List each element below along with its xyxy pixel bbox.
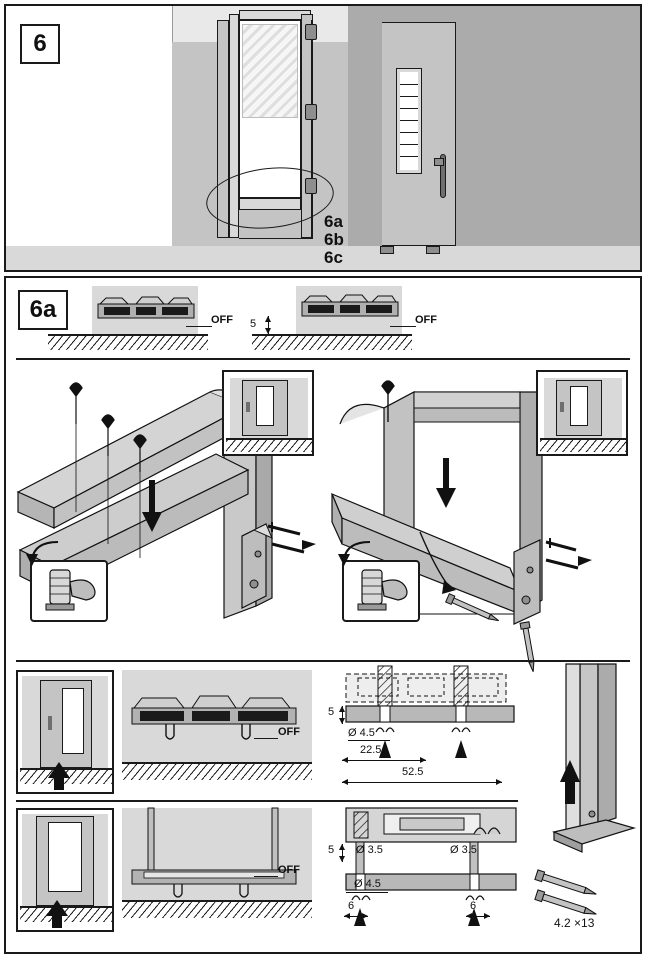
b2-dia-bottom-leader	[346, 892, 388, 893]
bottom1-elevation	[16, 670, 114, 794]
top-right-floor-hatch	[252, 334, 412, 350]
bottom2-floor-hatch	[122, 900, 312, 918]
mid-right-tool-arrow	[336, 540, 376, 566]
b2-edge-left-arrow-r	[362, 913, 368, 919]
b1-dim-5-arrow-u	[339, 706, 345, 712]
frame-glass-panel	[242, 24, 298, 118]
glazing-bar-1	[400, 84, 418, 85]
top-left-off-label: OFF	[211, 314, 233, 326]
tool-icon	[32, 562, 106, 620]
step-badge-6a: 6a	[18, 290, 68, 330]
screw-illustrations	[542, 870, 634, 918]
b2-glass	[48, 822, 82, 892]
bottom2-off-leader	[254, 876, 278, 877]
gap-dim-arrow-down	[265, 328, 271, 334]
inset-right-handle	[560, 402, 564, 412]
b2-dia-bottom-label: Ø 4.5	[354, 878, 381, 890]
panel-step-6a	[4, 276, 642, 954]
top-left-tile	[92, 286, 198, 334]
b2-edge-left-arrow-l	[344, 913, 350, 919]
b1-up-arrow-stem	[54, 776, 64, 790]
b2-dim-5-arrow-u	[339, 844, 345, 850]
door-leaf-edge	[372, 22, 382, 246]
bottom1-section	[122, 670, 312, 762]
callout-label-6a: 6a	[324, 212, 343, 231]
b2-edge-left-label: 6	[348, 900, 355, 912]
b1-offset-label: 22.5	[360, 744, 382, 756]
mid-left-tool-arrow	[24, 540, 64, 566]
gap-dim-label: 5	[250, 318, 257, 330]
glazing-bar-2	[400, 96, 418, 97]
floor-band	[6, 242, 640, 270]
mid-left-inset	[222, 370, 314, 456]
b2-dim-5-arrow-d	[339, 856, 345, 862]
screw-spec-label: 4.2 ×13	[554, 916, 595, 930]
b1-offset-arrow-l	[342, 757, 348, 763]
top-right-off-leader	[390, 326, 416, 327]
hinge-top	[305, 24, 317, 40]
glazing-bar-6	[400, 144, 418, 145]
b2-edge-right-arrow-l	[466, 913, 472, 919]
bottom1-floor-hatch	[122, 762, 312, 780]
mid-right-tool	[342, 560, 420, 622]
b1-handle	[48, 716, 52, 730]
bottom1-off-leader	[254, 738, 278, 739]
top-right-tile	[296, 286, 402, 334]
seal-section-left	[92, 286, 198, 334]
bottom1-off-label: OFF	[278, 726, 300, 738]
b2-edge-right-label: 6	[470, 900, 477, 912]
b1-span-line	[342, 782, 502, 783]
bottom2-graphic	[122, 808, 312, 900]
inset-left-handle	[246, 402, 250, 412]
frame-base-line	[239, 238, 313, 239]
tool-icon-2	[344, 562, 418, 620]
glazing-bar-4	[400, 120, 418, 121]
top-left-off-leader	[186, 326, 212, 327]
mid-left-tool	[30, 560, 108, 622]
screw-graphic	[542, 870, 634, 918]
b1-span-label: 52.5	[402, 766, 424, 778]
leaf-foot-right	[426, 246, 440, 254]
door-lock-plate	[434, 158, 444, 166]
top-left-floor-hatch	[48, 334, 208, 350]
b1-dim-5-arrow-d	[339, 718, 345, 724]
seal-section-right	[296, 286, 402, 334]
b1-offset-arrow-r	[420, 757, 426, 763]
inset-right-glass	[570, 386, 588, 426]
bottom-right-graphic	[546, 664, 636, 854]
bottom2-elevation	[16, 808, 114, 932]
bottom2-detail-graphic	[324, 804, 544, 934]
glazing-bar-3	[400, 108, 418, 109]
callout-label-6c: 6c	[324, 248, 343, 267]
b1-span-arrow-r	[496, 779, 502, 785]
b1-offset-line	[342, 760, 426, 761]
b1-glass	[62, 688, 84, 754]
panel-step-6	[4, 4, 642, 272]
b1-dim-5-label: 5	[328, 706, 335, 718]
hinge-middle	[305, 104, 317, 120]
b1-dia-leader	[348, 740, 390, 741]
top-right-off-label: OFF	[415, 314, 437, 326]
step-badge-6: 6	[20, 24, 60, 64]
inset-left-floor	[226, 438, 312, 452]
gap-dim-arrow-up	[265, 316, 271, 322]
callout-label-6b: 6b	[324, 230, 344, 249]
inset-left-glass	[256, 386, 274, 426]
separator-3	[16, 800, 518, 802]
bottom1-seal-graphic	[122, 670, 312, 762]
bottom2-off-label: OFF	[278, 864, 300, 876]
glazing-bar-5	[400, 132, 418, 133]
b2-edge-right-arrow-r	[484, 913, 490, 919]
b2-dia-right-label: Ø 3.5	[450, 844, 477, 856]
b2-up-arrow-stem	[52, 914, 62, 928]
glazing-bar-7	[400, 156, 418, 157]
separator-2	[16, 660, 630, 662]
bottom-right-profile	[546, 664, 636, 854]
b2-dia-left-label: Ø 3.5	[356, 844, 383, 856]
b1-span-arrow-l	[342, 779, 348, 785]
mid-right-inset	[536, 370, 628, 456]
b1-dia-label: Ø 4.5	[348, 727, 375, 739]
bottom2-detail	[324, 804, 544, 934]
inset-right-floor	[540, 438, 626, 452]
leaf-foot-left	[380, 246, 394, 254]
separator-1	[16, 358, 630, 360]
bottom2-section	[122, 808, 312, 900]
b2-dim-5-label: 5	[328, 844, 335, 856]
